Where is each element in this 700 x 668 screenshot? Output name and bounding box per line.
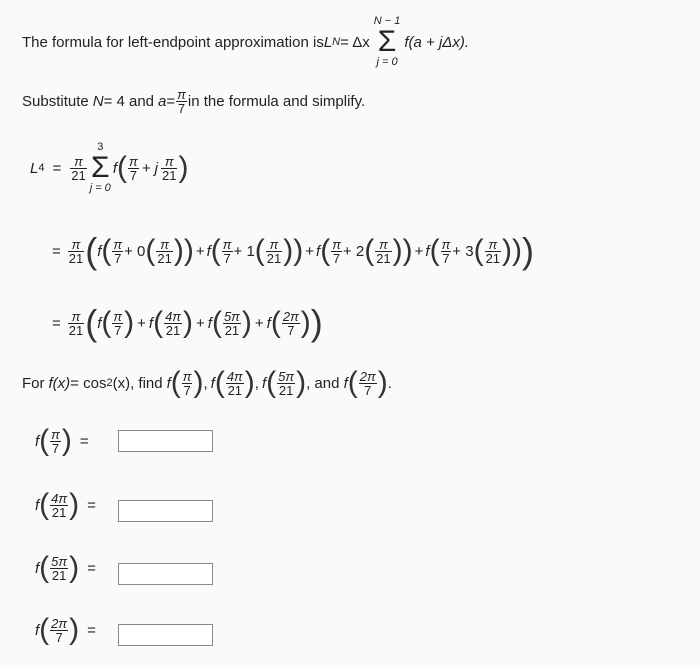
for-t2-num: 4π bbox=[226, 368, 243, 384]
answer-eq: = bbox=[79, 432, 89, 450]
answer-frac bbox=[50, 555, 68, 582]
expanded-d-frac bbox=[266, 238, 282, 265]
simplified-f: f bbox=[97, 314, 102, 332]
right-paren-icon: )) bbox=[392, 234, 413, 267]
for-fx: f(x) bbox=[48, 374, 71, 392]
answer-num: 4π bbox=[51, 490, 68, 506]
expanded-a-num: π bbox=[441, 236, 451, 252]
for-t3-den: 21 bbox=[278, 382, 294, 398]
answer-frac bbox=[50, 492, 68, 519]
expanded-a-frac bbox=[331, 238, 342, 265]
right-paren-icon: ) bbox=[178, 151, 189, 184]
right-paren-icon: ) bbox=[124, 306, 135, 339]
left-paren-icon: ( bbox=[210, 234, 221, 267]
simplified-f: f bbox=[207, 314, 212, 332]
expanded-a-den: 7 bbox=[332, 250, 341, 266]
answer-label-1 bbox=[35, 426, 89, 456]
answer-den: 21 bbox=[51, 567, 67, 583]
answer-input-2[interactable] bbox=[118, 500, 213, 522]
right-paren-icon: ) bbox=[69, 488, 80, 521]
simplified-plus: + bbox=[137, 314, 146, 332]
l4-d-den: 21 bbox=[161, 167, 177, 183]
left-paren-icon: ( bbox=[473, 234, 484, 267]
right-paren-icon: )) bbox=[173, 234, 194, 267]
answer-den: 7 bbox=[55, 629, 63, 645]
expanded-d-den: 21 bbox=[157, 250, 172, 266]
answer-input-3[interactable] bbox=[118, 563, 213, 585]
right-paren-icon: ) bbox=[69, 613, 80, 646]
for-line bbox=[22, 368, 392, 398]
answer-frac bbox=[50, 617, 68, 644]
answer-den: 7 bbox=[51, 440, 60, 456]
simplified-t1-den: 7 bbox=[114, 322, 122, 338]
sigma-icon: Σ bbox=[377, 25, 397, 58]
l4-sum-top: 3 bbox=[97, 141, 104, 153]
right-paren-icon: ) bbox=[522, 230, 535, 271]
answer-eq: = bbox=[87, 559, 96, 577]
expanded-f: f bbox=[316, 242, 321, 260]
formula-eq-dx: = Δx bbox=[340, 33, 370, 51]
expanded-d-num: π bbox=[488, 236, 498, 252]
answer-den: 21 bbox=[51, 504, 67, 520]
l4-sum-bottom: j = 0 bbox=[89, 182, 111, 194]
simplified-plus: + bbox=[254, 314, 264, 332]
left-paren-icon: ( bbox=[101, 234, 112, 267]
simplified-t1-num: π bbox=[113, 308, 123, 324]
simplified-line bbox=[52, 302, 323, 343]
for-comma: , bbox=[254, 374, 259, 392]
l4-coef-num: π bbox=[74, 153, 83, 169]
expanded-k1: + 1 bbox=[233, 242, 255, 260]
substitute-a: a bbox=[158, 93, 167, 110]
left-paren-icon: ( bbox=[39, 613, 50, 646]
answer-input-4[interactable] bbox=[118, 624, 213, 646]
right-paren-icon: ) bbox=[244, 366, 255, 399]
substitute-line bbox=[22, 88, 365, 115]
for-t1-den: 7 bbox=[183, 382, 191, 398]
formula-sum-bottom: j = 0 bbox=[376, 56, 398, 68]
expanded-d-den: 21 bbox=[376, 250, 391, 266]
substitute-text-b: = 4 and bbox=[103, 93, 155, 110]
right-paren-icon: ) bbox=[241, 306, 252, 339]
for-and: , and bbox=[306, 374, 344, 392]
for-t4 bbox=[359, 370, 377, 397]
expanded-coef-num: π bbox=[71, 236, 81, 252]
expanded-a-den: 7 bbox=[223, 250, 231, 266]
expanded-eq: = bbox=[52, 242, 61, 260]
for-t4-num: 2π bbox=[359, 368, 376, 384]
left-paren-icon: ( bbox=[254, 234, 265, 267]
formula-L-sub: N bbox=[332, 36, 341, 48]
expanded-a-den: 7 bbox=[114, 250, 122, 266]
answer-f: f bbox=[35, 559, 40, 577]
right-paren-icon: ) bbox=[61, 424, 72, 457]
left-paren-icon: ( bbox=[211, 306, 222, 339]
left-paren-icon: ( bbox=[39, 488, 50, 521]
answer-label-2 bbox=[35, 490, 96, 520]
fraction-den: 7 bbox=[177, 101, 186, 116]
substitute-N: N bbox=[92, 93, 104, 110]
left-paren-icon: ( bbox=[85, 230, 98, 271]
expanded-k0: + 0 bbox=[124, 242, 146, 260]
formula-line bbox=[22, 16, 469, 68]
simplified-t4-num: 2π bbox=[282, 308, 299, 324]
simplified-eq: = bbox=[52, 314, 61, 332]
answer-frac bbox=[50, 428, 61, 455]
answer-eq: = bbox=[87, 496, 96, 514]
l4-a-den: 7 bbox=[129, 167, 137, 183]
expanded-d-frac bbox=[156, 238, 172, 265]
expanded-k3: + 3 bbox=[452, 242, 474, 260]
simplified-t2 bbox=[164, 310, 182, 337]
expanded-line bbox=[52, 230, 535, 271]
for-t3-num: 5π bbox=[278, 368, 295, 384]
answer-eq: = bbox=[87, 621, 96, 639]
left-paren-icon: ( bbox=[429, 234, 440, 267]
formula-sum-top: N − 1 bbox=[373, 15, 401, 27]
answer-f: f bbox=[35, 496, 40, 514]
l4-f: f bbox=[112, 159, 117, 177]
expanded-coef-den: 21 bbox=[68, 250, 84, 266]
simplified-coef-num: π bbox=[71, 308, 81, 324]
for-t3 bbox=[277, 370, 295, 397]
expanded-a-num: π bbox=[113, 236, 123, 252]
expanded-d-num: π bbox=[160, 236, 169, 252]
l4-sum bbox=[90, 142, 111, 194]
right-paren-icon: )) bbox=[502, 234, 523, 267]
formula-sum bbox=[374, 16, 401, 68]
l4-a-num: π bbox=[128, 153, 138, 169]
simplified-plus: + bbox=[196, 314, 205, 332]
for-sup: 2 bbox=[106, 377, 113, 389]
left-paren-icon: ( bbox=[266, 366, 277, 399]
l4-sub: 4 bbox=[38, 162, 45, 174]
expanded-a-frac bbox=[112, 238, 123, 265]
left-paren-icon: ( bbox=[153, 306, 164, 339]
right-paren-icon: )) bbox=[283, 234, 304, 267]
left-paren-icon: ( bbox=[320, 234, 331, 267]
simplified-t2-num: 4π bbox=[165, 308, 182, 324]
answer-f: f bbox=[35, 621, 40, 639]
substitute-text-c: = bbox=[166, 93, 176, 110]
for-f: f bbox=[210, 374, 215, 392]
expanded-d-frac bbox=[375, 238, 391, 265]
left-paren-icon: ( bbox=[145, 234, 156, 267]
simplified-t1 bbox=[112, 310, 123, 337]
for-t1-num: π bbox=[182, 368, 192, 384]
expanded-a-frac bbox=[441, 238, 452, 265]
simplified-coef-den: 21 bbox=[68, 322, 84, 338]
simplified-t4-den: 7 bbox=[287, 322, 295, 338]
for-f: f bbox=[166, 374, 171, 392]
simplified-f: f bbox=[266, 314, 271, 332]
substitute-text-a: Substitute bbox=[22, 93, 89, 110]
formula-L: L bbox=[323, 33, 333, 51]
simplified-t3-num: 5π bbox=[223, 308, 240, 324]
l4-d-frac bbox=[161, 155, 177, 182]
for-text-a: For bbox=[22, 374, 45, 392]
left-paren-icon: ( bbox=[170, 366, 181, 399]
l4-coef-den: 21 bbox=[71, 167, 86, 183]
answer-num: 5π bbox=[51, 553, 68, 569]
left-paren-icon: ( bbox=[101, 306, 112, 339]
l4-coef bbox=[70, 155, 86, 182]
expanded-f: f bbox=[206, 242, 211, 260]
expanded-a-num: π bbox=[222, 236, 232, 252]
expanded-a-frac bbox=[222, 238, 233, 265]
expanded-f: f bbox=[425, 242, 430, 260]
expanded-coef bbox=[68, 238, 84, 265]
simplified-coef bbox=[68, 310, 84, 337]
expanded-plus: + bbox=[195, 242, 205, 260]
left-paren-icon: ( bbox=[214, 366, 225, 399]
simplified-t4 bbox=[282, 310, 300, 337]
answer-label-3 bbox=[35, 553, 96, 583]
simplified-t2-den: 21 bbox=[165, 322, 181, 338]
substitute-text-d: in the formula and simplify. bbox=[187, 93, 366, 110]
left-paren-icon: ( bbox=[85, 302, 98, 343]
expanded-d-num: π bbox=[379, 236, 388, 252]
answer-f: f bbox=[35, 432, 40, 450]
l4-line bbox=[30, 142, 188, 194]
right-paren-icon: ) bbox=[193, 366, 204, 399]
substitute-fraction bbox=[176, 88, 187, 115]
for-text-b: = cos bbox=[70, 374, 107, 392]
expanded-d-frac bbox=[485, 238, 501, 265]
left-paren-icon: ( bbox=[116, 151, 127, 184]
right-paren-icon: ) bbox=[377, 366, 388, 399]
l4-L: L bbox=[30, 159, 39, 177]
for-period: . bbox=[387, 374, 392, 392]
left-paren-icon: ( bbox=[270, 306, 281, 339]
expanded-d-den: 21 bbox=[266, 250, 282, 266]
for-f: f bbox=[261, 374, 267, 392]
left-paren-icon: ( bbox=[39, 551, 50, 584]
expanded-k2: + 2 bbox=[342, 242, 365, 260]
answer-label-4 bbox=[35, 615, 96, 645]
formula-term: f(a + jΔx). bbox=[404, 33, 470, 51]
sigma-icon: Σ bbox=[90, 151, 110, 184]
answer-num: π bbox=[51, 426, 60, 442]
for-text-c: (x), find bbox=[112, 374, 163, 392]
for-t2-den: 21 bbox=[227, 382, 243, 398]
left-paren-icon: ( bbox=[347, 366, 358, 399]
expanded-f: f bbox=[97, 242, 102, 260]
left-paren-icon: ( bbox=[364, 234, 375, 267]
l4-eq: = bbox=[52, 159, 62, 177]
formula-intro-text: The formula for left-endpoint approximation is bbox=[22, 33, 324, 51]
fraction-num: π bbox=[177, 87, 186, 102]
for-t1 bbox=[182, 370, 193, 397]
simplified-t3-den: 21 bbox=[224, 322, 240, 338]
right-paren-icon: ) bbox=[183, 306, 194, 339]
for-f: f bbox=[343, 374, 348, 392]
for-t4-den: 7 bbox=[364, 382, 372, 398]
l4-a-frac bbox=[128, 155, 139, 182]
for-t2 bbox=[226, 370, 244, 397]
expanded-d-num: π bbox=[269, 236, 279, 252]
simplified-f: f bbox=[148, 314, 154, 332]
answer-num: 2π bbox=[51, 615, 68, 631]
expanded-d-den: 21 bbox=[485, 250, 501, 266]
right-paren-icon: ) bbox=[310, 302, 323, 343]
l4-plus-j: + j bbox=[141, 159, 158, 177]
left-paren-icon: ( bbox=[39, 424, 50, 457]
l4-d-num: π bbox=[164, 153, 174, 169]
expanded-plus: + bbox=[305, 242, 315, 260]
expanded-a-num: π bbox=[332, 236, 341, 252]
expanded-plus: + bbox=[414, 242, 424, 260]
answer-input-1[interactable] bbox=[118, 430, 213, 452]
for-comma: , bbox=[203, 374, 208, 392]
right-paren-icon: ) bbox=[69, 551, 80, 584]
right-paren-icon: ) bbox=[300, 306, 311, 339]
expanded-a-den: 7 bbox=[442, 250, 450, 266]
right-paren-icon: ) bbox=[296, 366, 307, 399]
simplified-t3 bbox=[223, 310, 241, 337]
